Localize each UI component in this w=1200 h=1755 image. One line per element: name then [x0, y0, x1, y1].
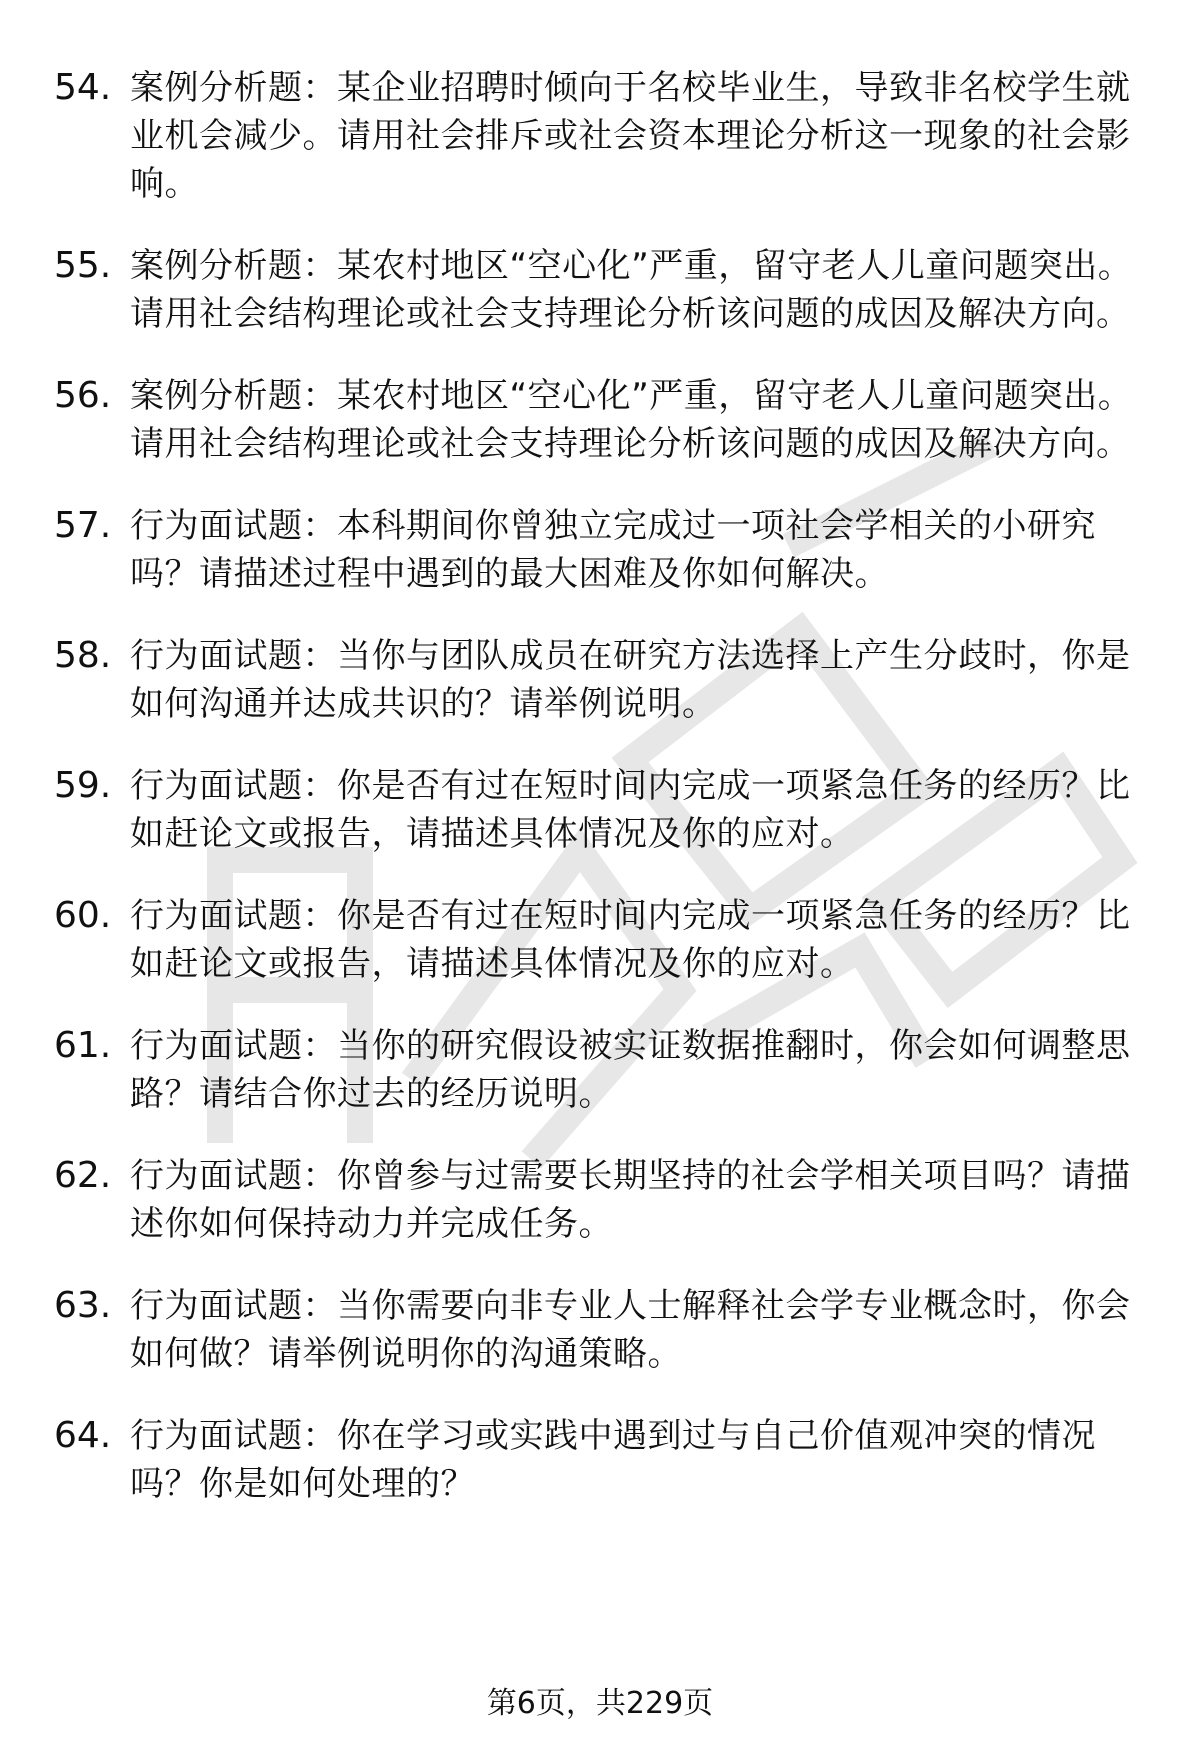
- list-item: [0, 372, 1200, 468]
- item-number: 60.: [54, 895, 112, 936]
- list-item: [0, 1152, 1200, 1248]
- item-number: 55.: [54, 245, 112, 286]
- item-number: 61.: [54, 1025, 112, 1066]
- list-item: [0, 502, 1200, 598]
- list-item: [0, 242, 1200, 338]
- item-text: 行为面试题：你是否有过在短时间内完成一项紧急任务的经历？比如赶论文或报告，请描述具体情况及你的应对。: [130, 896, 1131, 984]
- list-item: [0, 1022, 1200, 1118]
- item-text: 案例分析题：某农村地区“空心化”严重，留守老人儿童问题突出。请用社会结构理论或社会支持理论分析该问题的成因及解决方向。: [130, 376, 1133, 464]
- item-number: 59.: [54, 765, 112, 806]
- item-text: 行为面试题：你是否有过在短时间内完成一项紧急任务的经历？比如赶论文或报告，请描述具体情况及你的应对。: [130, 766, 1131, 854]
- item-text: 行为面试题：你在学习或实践中遇到过与自己价值观冲突的情况吗？你是如何处理的？: [130, 1416, 1096, 1504]
- item-number: 56.: [54, 375, 112, 416]
- item-text: 行为面试题：你曾参与过需要长期坚持的社会学相关项目吗？请描述你如何保持动力并完成任务。: [130, 1156, 1131, 1244]
- item-number: 57.: [54, 505, 112, 546]
- item-number: 64.: [54, 1415, 112, 1456]
- item-text: 案例分析题：某企业招聘时倾向于名校毕业生，导致非名校学生就业机会减少。请用社会排斥或社会资本理论分析这一现象的社会影响。: [130, 68, 1131, 204]
- question-list: [0, 64, 1200, 1542]
- list-item: [0, 892, 1200, 988]
- list-item: [0, 762, 1200, 858]
- item-number: 63.: [54, 1285, 112, 1326]
- item-text: 行为面试题：当你与团队成员在研究方法选择上产生分歧时，你是如何沟通并达成共识的？请举例说明。: [130, 636, 1131, 724]
- item-number: 58.: [54, 635, 112, 676]
- list-item: [0, 1412, 1200, 1508]
- list-item: [0, 64, 1200, 208]
- item-text: 行为面试题：当你需要向非专业人士解释社会学专业概念时，你会如何做？请举例说明你的沟通策略。: [130, 1286, 1131, 1374]
- item-number: 54.: [54, 67, 112, 108]
- list-item: [0, 1282, 1200, 1378]
- item-text: 行为面试题：本科期间你曾独立完成过一项社会学相关的小研究吗？请描述过程中遇到的最大困难及你如何解决。: [130, 506, 1096, 594]
- item-number: 62.: [54, 1155, 112, 1196]
- item-text: 案例分析题：某农村地区“空心化”严重，留守老人儿童问题突出。请用社会结构理论或社会支持理论分析该问题的成因及解决方向。: [130, 246, 1133, 334]
- page-footer: 第6页，共229页: [486, 1686, 714, 1721]
- list-item: [0, 632, 1200, 728]
- item-text: 行为面试题：当你的研究假设被实证数据推翻时，你会如何调整思路？请结合你过去的经历说明。: [130, 1026, 1131, 1114]
